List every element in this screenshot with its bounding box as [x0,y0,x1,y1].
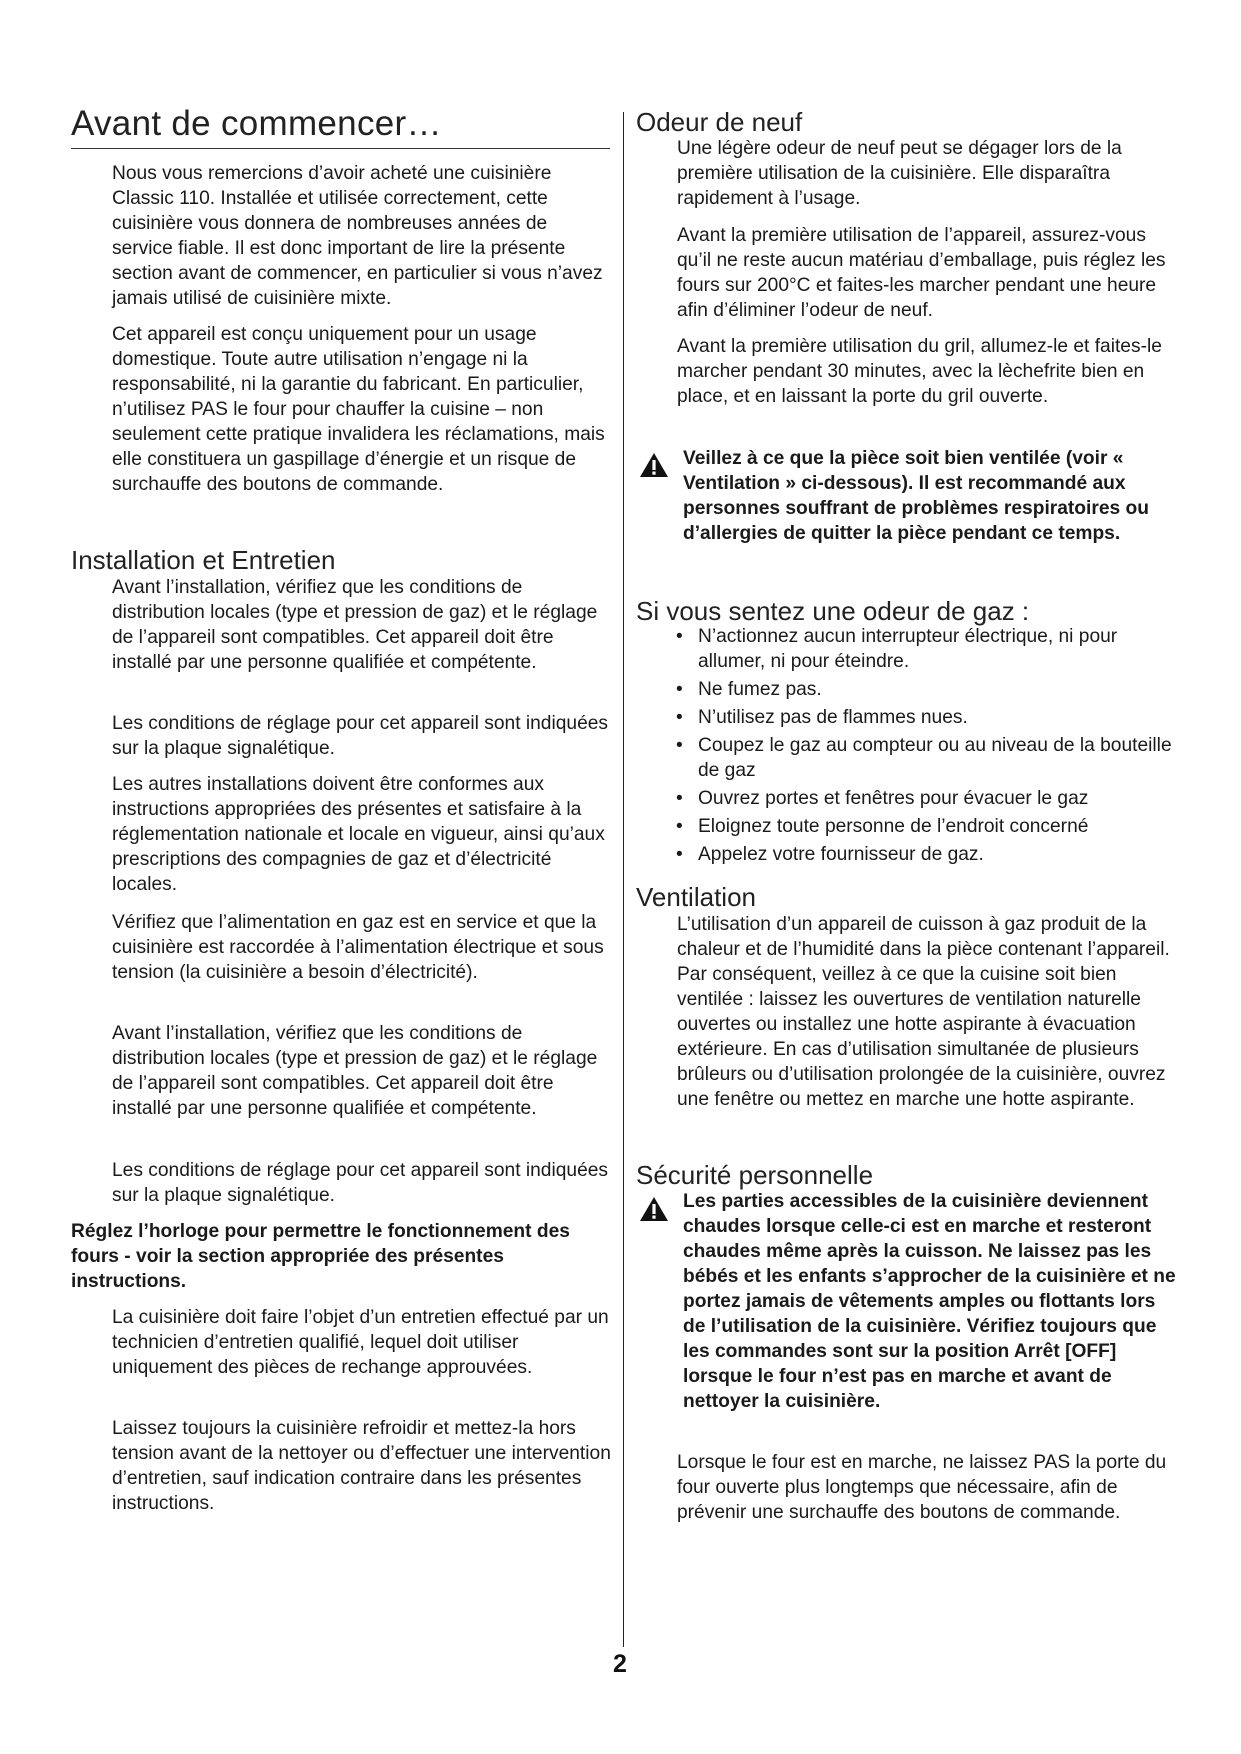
oven-door-paragraph: Lorsque le four est en marche, ne laissez PAS la porte du four ouverte plus longtemps que nécessaire, afin de prévenir une surchauffe des boutons de commande. [677,1452,1167,1523]
warning-icon [639,1196,669,1222]
hot-surfaces-warning: Les parties accessibles de la cuisinière deviennent chaudes lorsque celle-ci est en marche et resteront chaudes même après la cuisson. Ne laissez pas les bébés et les enfants s’approcher de la cuisinière et ne portez jamais de vêtements amples ou flottants lors de l’utilisation de la cuisinière. Vérifiez toujours que les commandes sont sur la position Arrêt [OFF] lorsque le four n’est pas en marche et avant de nettoyer la cuisinière. [683,1191,1176,1412]
installation-paragraph-1: Avant l’installation, vérifiez que les conditions de distribution locales (type et pression de gaz) et le réglage de l’appareil sont compatibles. Cet appareil doit être installé par une personne qualifiée et compétente. [112,577,598,673]
ventilation-paragraph: L’utilisation d’un appareil de cuisson à gaz produit de la chaleur et de l’humidité dans la pièce contenant l’appareil. Par conséquent, veillez à ce que la cuisine soit bien ventilée : laissez les ouvertures de ventilation naturelle ouvertes ou installez une hotte aspirante à évacuation extérieure. En cas d’utilisation simultanée de plusieurs brûleurs ou d’utilisation prolongée de la cuisinière, ouvrez une fenêtre ou mettez en marche une hotte aspirante. [677,914,1170,1110]
maintenance-paragraph-1: La cuisinière doit faire l’objet d’un entretien effectué par un technicien d’entretien qualifié, lequel doit utiliser uniquement des pièces de rechange approuvées. [112,1307,609,1378]
odeur-paragraph-3: Avant la première utilisation du gril, allumez-le et faites-le marcher pendant 30 minutes, avec la lèchefrite bien en place, et en laissant la porte du gril ouverte. [677,336,1162,407]
installation-paragraph-6: Les conditions de réglage pour cet appareil sont indiquées sur la plaque signalétique. [112,1160,609,1206]
column-divider [623,112,624,1647]
bullet-icon: • [676,707,683,728]
gas-instructions-list [672,624,1182,870]
installation-paragraph-4: Vérifiez que l’alimentation en gaz est en service et que la cuisinière est raccordée à l’alimentation électrique et sous tension (la cuisinière a besoin d’électricité). [112,912,604,983]
installation-paragraph-2: Les conditions de réglage pour cet appareil sont indiquées sur la plaque signalétique. [112,713,609,759]
ventilation-warning: Veillez à ce que la pièce soit bien ventilée (voir « Ventilation » ci-dessous). Il est recommandé aux personnes souffrant de problèmes respiratoires ou d’allergies de quitter la pièce pendant ce temps. [683,448,1149,544]
ventilation-heading: Ventilation [636,882,756,912]
intro-paragraph-2: Cet appareil est conçu uniquement pour un usage domestique. Toute autre utilisation n’engage ni la responsabilité, ni la garantie du fabricant. En particulier, n’utilisez PAS le four pour chauffer la cuisine – non seulement cette pratique invalidera les réclamations, mais elle constituera un gaspillage d’énergie et un risque de surchauffe des boutons de commande. [112,324,605,495]
odeur-paragraph-2: Avant la première utilisation de l’appareil, assurez-vous qu’il ne reste aucun matériau d’emballage, puis réglez les fours sur 200°C et faites-les marcher pendant une heure afin d’éliminer l’odeur de neuf. [677,225,1166,321]
bullet-icon: • [676,788,683,809]
bullet-icon: • [676,735,683,756]
list-item: • Eloignez toute personne de l’endroit concerné [676,816,1089,837]
page-number: 2 [613,1650,627,1678]
list-item: • N’utilisez pas de flammes nues. [676,707,968,728]
list-item: • N’actionnez aucun interrupteur électrique, ni pour allumer, ni pour éteindre. [676,626,1118,672]
list-item: • Ne fumez pas. [676,679,822,700]
list-item: • Ouvrez portes et fenêtres pour évacuer le gaz [676,788,1089,809]
bullet-icon: • [676,844,683,865]
list-item: • Coupez le gaz au compteur ou au niveau de la bouteille de gaz [676,735,1172,781]
personal-safety-heading: Sécurité personnelle [636,1160,874,1190]
list-item: • Appelez votre fournisseur de gaz. [676,844,984,865]
odeur-paragraph-1: Une légère odeur de neuf peut se dégager lors de la première utilisation de la cuisinière. Elle disparaîtra rapidement à l’usage. [677,138,1122,209]
installation-paragraph-3: Les autres installations doivent être conformes aux instructions appropriées des présentes et satisfaire à la réglementation nationale et locale en vigueur, ainsi qu’aux prescriptions des compagnies de gaz et d’électricité locales. [112,774,605,895]
page-title: Avant de commencer… [71,104,442,143]
intro-paragraph-1: Nous vous remercions d’avoir acheté une cuisinière Classic 110. Installée et utilisée correctement, cette cuisinière vous donnera de nombreuses années de service fiable. Il est donc important de lire la présente section avant de commencer, en particulier si vous n’avez jamais utilisé de cuisinière mixte. [112,163,603,309]
bullet-icon: • [676,626,683,647]
title-rule [71,148,610,149]
bullet-icon: • [676,816,683,837]
installation-heading: Installation et Entretien [71,545,336,575]
gas-smell-heading: Si vous sentez une odeur de gaz : [636,596,1030,626]
maintenance-paragraph-2: Laissez toujours la cuisinière refroidir et mettez-la hors tension avant de la nettoyer ou d’effectuer une intervention d’entretien, sauf indication contraire dans les présentes instructions. [112,1418,611,1514]
bullet-icon: • [676,679,683,700]
odeur-heading: Odeur de neuf [636,107,803,137]
warning-icon [639,452,669,478]
clock-setting-note: Réglez l’horloge pour permettre le fonctionnement des fours - voir la section appropriée des présentes instructions. [71,1221,570,1292]
installation-paragraph-5: Avant l’installation, vérifiez que les conditions de distribution locales (type et pression de gaz) et le réglage de l’appareil sont compatibles. Cet appareil doit être installé par une personne qualifiée et compétente. [112,1023,598,1119]
